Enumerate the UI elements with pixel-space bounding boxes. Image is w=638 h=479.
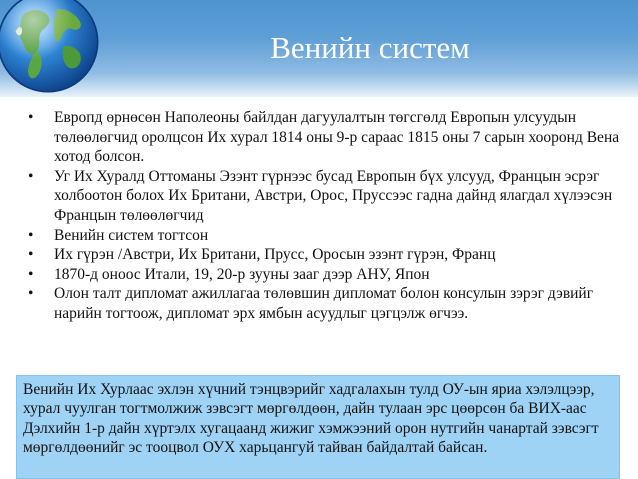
title-bar [0, 0, 638, 97]
list-item [28, 108, 628, 167]
globe-icon [0, 0, 102, 96]
bullet-marker: • [28, 285, 34, 303]
bullet-text: Европд өрнөсөн Наполеоны байлдан дагуулалтын төгсгөлд Европын улсуудын төлөөлөгчид оролцсон Их хурал 1814 оны 9-р сараас 1815 оны 7 сарын хооронд Вена хотод болсон. [54, 109, 620, 166]
list-item [28, 265, 628, 285]
summary-box [16, 375, 620, 479]
list-item [28, 226, 628, 246]
summary-text: Венийн Их Хурлаас эхлэн хүчний тэнцвэрийг хадгалахын тулд ОУ-ын яриа хэлэлцээр, хурал чуулган тогтмолжиж зэвсэгт мөргөлдөөн, дайн тулаан эрс цөөрсөн ба ВИХ-аас Дэлхийн 1-р дайн хүртэлх хугацаанд жижиг хэмжээний орон нутгийн чанартай зэвсэгт мөргөлдөөнийг эс тооцвол ОУХ харьцангуй тайван байдалтай байсан. [23, 381, 599, 457]
bullet-marker: • [28, 109, 34, 126]
list-item [28, 167, 628, 226]
bullet-marker: • [28, 167, 34, 185]
bullet-list [28, 108, 628, 324]
bullet-marker: • [28, 265, 34, 283]
list-item [28, 284, 628, 323]
bullet-text: Уг Их Хуралд Оттоманы Эзэнт гүрнээс бусад Европын бүх улсууд, Францын эсрэг холбоотон болох Их Британи, Австри, Орос, Пруссээс гадна дайнд ялагдал хүлээсэн Францын төлөөлөгчид [54, 167, 613, 224]
bullet-text: Олон талт дипломат ажиллагаа төлөвшин дипломат болон консулын зэрэг дэвийг нарийн тогтоож, дипломат эрх ямбын асуудлыг цэгцэлж өгчээ. [54, 285, 594, 322]
slide-title: Венийн систем [270, 30, 470, 65]
bullet-marker: • [28, 246, 34, 264]
bullet-marker: • [28, 226, 34, 244]
list-item [28, 245, 628, 265]
bullet-text: 1870-д оноос Итали, 19, 20-р зууны зааг дээр АНУ, Япон [54, 265, 430, 283]
bullet-text: Их гүрэн /Австри, Их Британи, Прусс, Оросын эзэнт гүрэн, Франц [54, 246, 496, 264]
bullet-text: Венийн систем тогтсон [54, 226, 209, 244]
